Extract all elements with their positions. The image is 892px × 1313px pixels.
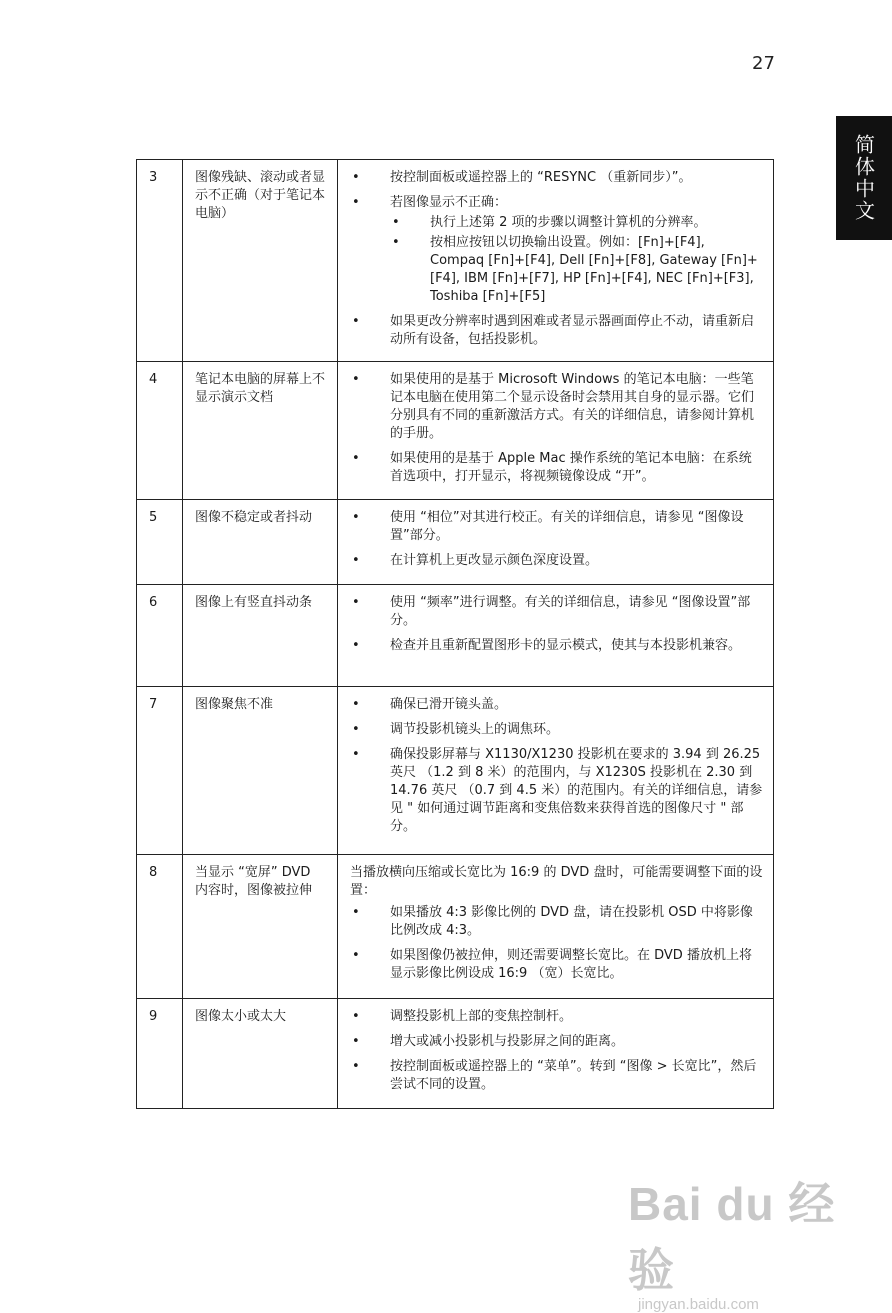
list-item	[350, 1008, 763, 1026]
bullet-icon: •	[352, 170, 360, 185]
list-item	[350, 509, 763, 545]
solution-text: 如果播放 4:3 影像比例的 DVD 盘，请在投影机 OSD 中将影像比例改成 4:3。	[390, 905, 753, 938]
bullet-icon: •	[352, 372, 360, 387]
problem-text: 图像太小或太大	[183, 999, 338, 1109]
problem-text: 图像不稳定或者抖动	[183, 500, 338, 585]
watermark-logo: Bai du 经验	[628, 1178, 836, 1296]
bullet-icon: •	[352, 638, 360, 653]
list-item	[350, 169, 763, 187]
solution-text: 执行上述第 2 项的步骤以调整计算机的分辨率。	[430, 215, 707, 230]
solution-text: 检查并且重新配置图形卡的显示模式，使其与本投影机兼容。	[390, 638, 742, 653]
list-item	[350, 1033, 763, 1051]
sub-list-item	[390, 234, 763, 306]
solution-cell	[338, 855, 774, 999]
solution-cell	[338, 585, 774, 687]
row-number: 8	[137, 855, 183, 999]
row-number: 5	[137, 500, 183, 585]
problem-text: 笔记本电脑的屏幕上不显示演示文档	[183, 362, 338, 500]
table-row	[137, 160, 774, 362]
solution-list	[350, 169, 763, 349]
bullet-icon: •	[352, 905, 360, 920]
language-tab	[836, 116, 892, 240]
solution-cell	[338, 999, 774, 1109]
solution-text: 使用 “频率”进行调整。有关的详细信息，请参见 “图像设置”部分。	[390, 595, 751, 628]
solution-text: 确保已滑开镜头盖。	[390, 697, 508, 712]
solution-list	[350, 371, 763, 486]
bullet-icon: •	[352, 314, 360, 329]
solution-text: 增大或减小投影机与投影屏之间的距离。	[390, 1034, 625, 1049]
row-number: 9	[137, 999, 183, 1109]
bullet-icon: •	[352, 722, 360, 737]
solution-cell	[338, 362, 774, 500]
list-item	[350, 450, 763, 486]
table-row	[137, 999, 774, 1109]
solution-text: 如果使用的是基于 Microsoft Windows 的笔记本电脑：一些笔记本电脑在使用第二个显示设备时会禁用其自身的显示器。它们分别具有不同的重新激活方式。有关的详细信息，请参阅计算机的手册。	[390, 372, 755, 441]
watermark	[628, 1168, 838, 1313]
language-tab-label: 简体中文	[851, 134, 876, 222]
solution-text: 确保投影屏幕与 X1130/X1230 投影机在要求的 3.94 到 26.25 英尺 （1.2 到 8 米）的范围内，与 X1230S 投影机在 2.30 到 14.76 英尺 （0.7 到 4.5 米）的范围内。有关的详细信息，请参见 " 如何通过调节距离和变焦倍数来获得首选的图像尺寸 " 部分。	[390, 747, 763, 834]
list-item	[350, 947, 763, 983]
bullet-icon: •	[352, 451, 360, 466]
list-item	[350, 371, 763, 443]
bullet-icon: •	[352, 195, 360, 210]
solution-list	[350, 904, 763, 983]
problem-text: 图像上有竖直抖动条	[183, 585, 338, 687]
list-item	[350, 313, 763, 349]
sub-list	[390, 214, 763, 306]
list-item	[350, 696, 763, 714]
list-item	[350, 904, 763, 940]
list-item	[350, 637, 763, 655]
bullet-icon: •	[392, 235, 400, 250]
solution-cell	[338, 160, 774, 362]
solution-cell	[338, 687, 774, 855]
table-row	[137, 362, 774, 500]
problem-text: 图像聚焦不准	[183, 687, 338, 855]
bullet-icon: •	[352, 697, 360, 712]
bullet-icon: •	[352, 1034, 360, 1049]
problem-text: 图像残缺、滚动或者显示不正确（对于笔记本电脑）	[183, 160, 338, 362]
list-item	[350, 194, 763, 306]
list-item	[350, 721, 763, 739]
solution-text: 按相应按钮以切换输出设置。例如：[Fn]+[F4], Compaq [Fn]+[F4], Dell [Fn]+[F8], Gateway [Fn]+[F4], IBM [Fn]+[F7], HP [Fn]+[F4], NEC [Fn]+[F3], Toshiba [Fn]+[F5]	[430, 235, 758, 304]
list-item	[350, 552, 763, 570]
solution-text: 调整投影机上部的变焦控制杆。	[390, 1009, 573, 1024]
solution-list	[350, 1008, 763, 1094]
solution-text: 如果使用的是基于 Apple Mac 操作系统的笔记本电脑：在系统首选项中，打开显示，将视频镜像设成 “开”。	[390, 451, 752, 484]
list-item	[350, 1058, 763, 1094]
bullet-icon: •	[352, 1059, 360, 1074]
row-number: 3	[137, 160, 183, 362]
bullet-icon: •	[352, 948, 360, 963]
table-row	[137, 687, 774, 855]
table-row	[137, 585, 774, 687]
bullet-icon: •	[352, 510, 360, 525]
solution-intro: 当播放横向压缩或长宽比为 16:9 的 DVD 盘时，可能需要调整下面的设置：	[350, 865, 763, 898]
sub-list-item	[390, 214, 763, 232]
troubleshooting-table	[136, 159, 774, 1109]
bullet-icon: •	[352, 553, 360, 568]
solution-list	[350, 594, 763, 655]
problem-text: 当显示 “宽屏” DVD 内容时，图像被拉伸	[183, 855, 338, 999]
watermark-url: jingyan.baidu.com	[638, 1296, 759, 1313]
table-row	[137, 500, 774, 585]
page-number: 27	[752, 53, 775, 74]
bullet-icon: •	[352, 1009, 360, 1024]
solution-text: 按控制面板或遥控器上的 “RESYNC （重新同步）”。	[390, 170, 692, 185]
row-number: 4	[137, 362, 183, 500]
row-number: 6	[137, 585, 183, 687]
solution-list	[350, 696, 763, 836]
bullet-icon: •	[352, 595, 360, 610]
solution-text: 如果更改分辨率时遇到困难或者显示器画面停止不动，请重新启动所有设备，包括投影机。	[390, 314, 755, 347]
solution-text: 使用 “相位”对其进行校正。有关的详细信息，请参见 “图像设置”部分。	[390, 510, 744, 543]
table-row	[137, 855, 774, 999]
list-item	[350, 594, 763, 630]
bullet-icon: •	[392, 215, 400, 230]
solution-text: 按控制面板或遥控器上的 “菜单”。转到 “图像 > 长宽比”，然后尝试不同的设置。	[390, 1059, 757, 1092]
bullet-icon: •	[352, 747, 360, 762]
solution-text: 在计算机上更改显示颜色深度设置。	[390, 553, 599, 568]
solution-text: 若图像显示不正确：	[390, 195, 508, 210]
list-item	[350, 746, 763, 836]
solution-cell	[338, 500, 774, 585]
solution-text: 调节投影机镜头上的调焦环。	[390, 722, 560, 737]
row-number: 7	[137, 687, 183, 855]
solution-list	[350, 509, 763, 570]
solution-text: 如果图像仍被拉伸，则还需要调整长宽比。在 DVD 播放机上将显示影像比例设成 16:9 （宽）长宽比。	[390, 948, 752, 981]
